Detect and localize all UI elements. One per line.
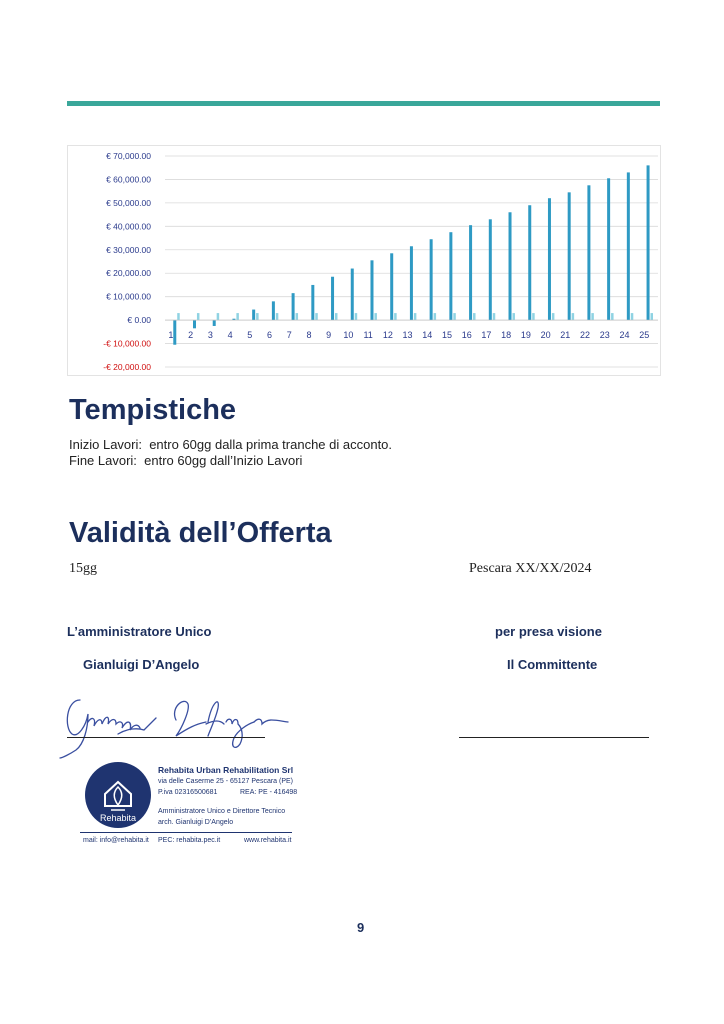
x-tick-label: 14	[422, 330, 433, 341]
bar-secondary	[493, 313, 496, 320]
bar-main	[193, 320, 196, 328]
validity-days: 15gg	[69, 561, 97, 576]
x-tick-label: 18	[501, 330, 512, 341]
x-tick-label: 24	[619, 330, 630, 341]
bar-main	[213, 320, 216, 326]
x-tick-label: 12	[382, 330, 393, 341]
bar-main	[311, 285, 314, 320]
bar-secondary	[434, 313, 437, 320]
bar-secondary	[296, 313, 299, 320]
bar-secondary	[335, 313, 338, 320]
bar-secondary	[591, 313, 594, 320]
bar-main	[568, 192, 571, 320]
stamp-divider	[80, 832, 292, 833]
bar-secondary	[532, 313, 535, 320]
x-tick-label: 3	[207, 330, 213, 341]
bar-main	[449, 232, 452, 320]
bar-main	[607, 178, 610, 320]
rehabita-logo	[83, 760, 153, 830]
bar-main	[548, 198, 551, 320]
cash-flow-chart	[67, 145, 661, 376]
bar-main	[331, 277, 334, 320]
bar-main	[292, 293, 295, 320]
bar-secondary	[552, 313, 555, 320]
bar-secondary	[651, 313, 654, 320]
bar-main	[587, 185, 590, 320]
stamp-role: Amministratore Unico e Direttore Tecnico	[158, 808, 286, 815]
bar-secondary	[197, 313, 200, 320]
bar-secondary	[611, 313, 614, 320]
fine-lavori-text: Fine Lavori: entro 60gg dall’Inizio Lavori	[69, 453, 303, 468]
bar-secondary	[572, 313, 575, 320]
bar-secondary	[512, 313, 515, 320]
x-tick-label: 19	[520, 330, 531, 341]
bar-secondary	[414, 313, 417, 320]
bar-main	[370, 260, 373, 320]
stamp-person: arch. Gianluigi D’Angelo	[158, 819, 234, 826]
x-tick-label: 8	[306, 330, 312, 341]
y-tick-label: € 30,000.00	[106, 244, 151, 255]
bar-secondary	[374, 313, 377, 320]
bar-main	[430, 239, 433, 320]
bar-secondary	[315, 313, 318, 320]
y-tick-label: € 60,000.00	[106, 174, 151, 185]
x-tick-label: 17	[481, 330, 492, 341]
x-tick-label: 1	[168, 330, 174, 341]
y-tick-label: € 70,000.00	[106, 151, 151, 161]
y-tick-label: € 40,000.00	[106, 221, 151, 232]
page-number: 9	[357, 920, 365, 935]
logo-text: Rehabita	[99, 813, 137, 823]
place-date: Pescara XX/XX/2024	[469, 561, 592, 576]
x-tick-label: 11	[363, 330, 373, 341]
x-tick-label: 16	[461, 330, 472, 341]
handwritten-signature	[58, 688, 298, 760]
x-tick-label: 15	[441, 330, 453, 341]
x-tick-label: 9	[326, 330, 332, 341]
right-signatory-name: Il Committente	[507, 657, 598, 672]
left-signatory-role: L’amministratore Unico	[67, 624, 212, 639]
bar-main	[272, 301, 275, 320]
x-tick-label: 21	[560, 330, 571, 341]
bar-main	[528, 205, 531, 320]
x-tick-label: 7	[286, 330, 292, 341]
x-tick-label: 10	[343, 330, 354, 341]
bar-secondary	[256, 313, 259, 320]
tempistiche-title: Tempistiche	[69, 394, 237, 426]
bar-secondary	[473, 313, 476, 320]
bar-main	[509, 212, 512, 320]
x-tick-label: 22	[580, 330, 591, 341]
x-tick-label: 2	[188, 330, 194, 341]
stamp-mail: mail: info@rehabita.it	[83, 837, 149, 844]
y-tick-label: -€ 20,000.00	[103, 362, 151, 372]
bar-main	[647, 165, 650, 320]
x-tick-label: 13	[402, 330, 413, 341]
bar-main	[390, 253, 393, 320]
bar-main	[489, 219, 492, 320]
right-signatory-role: per presa visione	[495, 624, 602, 639]
inizio-lavori-text: Inizio Lavori: entro 60gg dalla prima tranche di acconto.	[69, 437, 393, 452]
x-tick-label: 25	[639, 330, 650, 341]
bar-secondary	[453, 313, 456, 320]
top-divider	[67, 101, 660, 106]
company-stamp	[80, 757, 300, 849]
y-tick-label: € 0.00	[127, 315, 151, 326]
stamp-piva: P.iva 02316500681	[158, 789, 218, 796]
y-tick-label: € 20,000.00	[106, 268, 151, 279]
x-tick-label: 20	[540, 330, 551, 341]
bar-secondary	[177, 313, 180, 320]
bar-secondary	[631, 313, 634, 320]
stamp-web: www.rehabita.it	[244, 837, 292, 844]
bar-main	[351, 269, 354, 321]
bar-main	[173, 320, 176, 345]
bar-main	[627, 172, 630, 320]
left-signature-line	[67, 737, 265, 738]
x-tick-label: 5	[247, 330, 253, 341]
x-tick-label: 6	[267, 330, 273, 341]
right-signature-line	[459, 737, 649, 738]
stamp-address: via delle Caserme 25 - 65127 Pescara (PE)	[158, 778, 294, 785]
bar-main	[252, 310, 255, 321]
stamp-pec: PEC: rehabita.pec.it	[158, 837, 221, 844]
bar-secondary	[236, 313, 239, 320]
validita-title: Validità dell’Offerta	[69, 517, 332, 549]
stamp-rea: REA: PE - 416498	[240, 789, 298, 796]
bar-main	[469, 225, 472, 320]
bar-secondary	[276, 313, 279, 320]
bar-secondary	[217, 313, 220, 320]
bar-secondary	[394, 313, 397, 320]
chart-svg	[68, 146, 662, 377]
bar-secondary	[355, 313, 358, 320]
y-tick-label: -€ 10,000.00	[103, 338, 151, 349]
x-tick-label: 4	[227, 330, 233, 341]
left-signatory-name: Gianluigi D’Angelo	[83, 657, 200, 672]
x-tick-label: 23	[599, 330, 610, 341]
y-tick-label: € 50,000.00	[106, 197, 151, 208]
y-tick-label: € 10,000.00	[106, 291, 151, 302]
bar-main	[410, 246, 413, 320]
stamp-company: Rehabita Urban Rehabilitation Srl	[158, 765, 294, 775]
